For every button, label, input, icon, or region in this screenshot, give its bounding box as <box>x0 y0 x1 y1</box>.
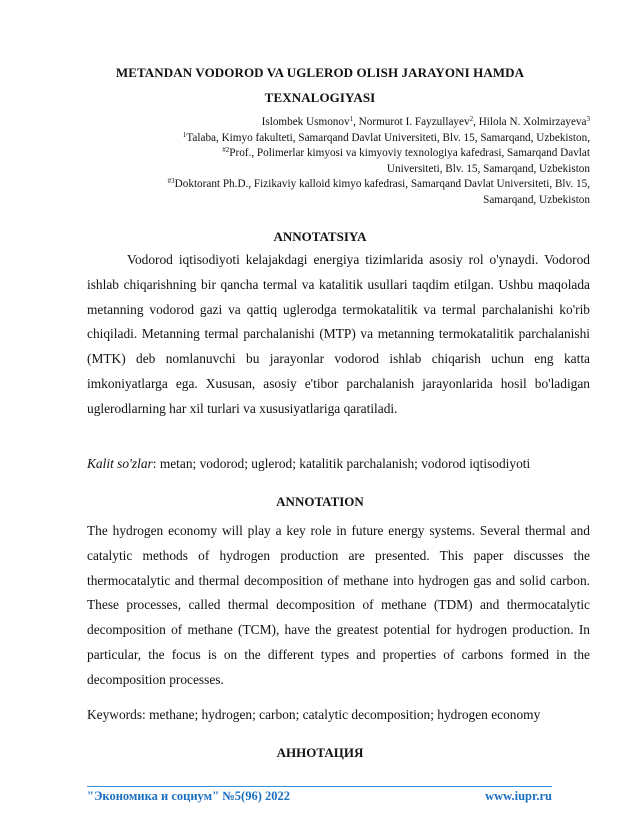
affiliation-3: $^{\#3}$Doktorant Ph.D., Fizikaviy kalloid kimyo kafedrasi, Samarqand Davlat Universiteti, Blv. 15, Samarqand, Uzbekiston <box>167 177 590 206</box>
en-abstract-heading: ANNOTATION <box>276 494 364 509</box>
ru-abstract-heading: АННОТАЦИЯ <box>276 745 364 760</box>
affiliation-1: $^1$Talaba, Kimyo fakulteti, Samarqand Davlat Universiteti, Blv. 15, Samarqand, Uzbekiston, <box>182 130 590 144</box>
title-line-2: TEXNALOGIYASI <box>264 90 376 105</box>
paper-title <box>80 60 560 110</box>
title-line-1: METANDAN VODOROD VA UGLEROD OLISH JARAYONI HAMDA <box>115 65 525 80</box>
footer-divider <box>87 786 552 787</box>
author-list: Islombek Usmonov$^1$, Normurot I. Fayzullayev$^2$, Hilola N. Xolmirzayeva$^3$ <box>261 115 590 128</box>
journal-name: "Экономика и социум" №5(96) 2022 <box>87 789 290 803</box>
authors-block <box>120 115 590 209</box>
en-keywords: Keywords: methane; hydrogen; carbon; catalytic decomposition; hydrogen economy <box>87 707 541 722</box>
journal-website-link[interactable]: www.iupr.ru <box>485 789 552 803</box>
uz-abstract-heading: ANNOTATSIYA <box>273 229 367 244</box>
uz-keywords: Kalit so'zlar: metan; vodorod; uglerod; katalitik parchalanish; vodorod iqtisodiyoti <box>87 456 531 471</box>
affiliation-2: $^{\#2}$Prof., Polimerlar kimyosi va kimyoviy texnologiya kafedrasi, Samarqand Davlat Universiteti, Blv. 15, Samarqand, Uzbekiston <box>222 146 590 175</box>
uz-abstract-body: Vodorod iqtisodiyoti kelajakdagi energiya tizimlarida asosiy rol o'ynaydi. Vodorod ishlab chiqarishning bir qancha termal va katalitik usullari taqdim etilgan. Ushbu maqolada metanning vodorod gazi va qattiq uglerodga termokatalitik va termal parchalanishi ko'rib chiqiladi. Metanning termal parchalanishi (MTP) va metanning termokatalitik parchalanishi (MTK) deb nomlanuvchi bu jarayonlar vodorod ishlab chiqarish uchun eng katta imkoniyatlarga ega. Xususan, asosiy e'tibor parchalanish jarayonlarida hosil bo'ladigan uglerodlarning har xil turlari va xususiyatlariga qaratiladi. <box>87 252 590 416</box>
en-abstract-body: The hydrogen economy will play a key role in future energy systems. Several thermal and catalytic methods of hydrogen production are presented. This paper discusses the thermocatalytic and thermal decomposition of methane into hydrogen gas and solid carbon. These processes, called thermal decomposition of methane (TDM) and thermocatalytic decomposition of methane (TCM), have the greatest potential for hydrogen production. In particular, the focus is on the different types and properties of carbons formed in the decomposition processes. <box>87 523 590 687</box>
